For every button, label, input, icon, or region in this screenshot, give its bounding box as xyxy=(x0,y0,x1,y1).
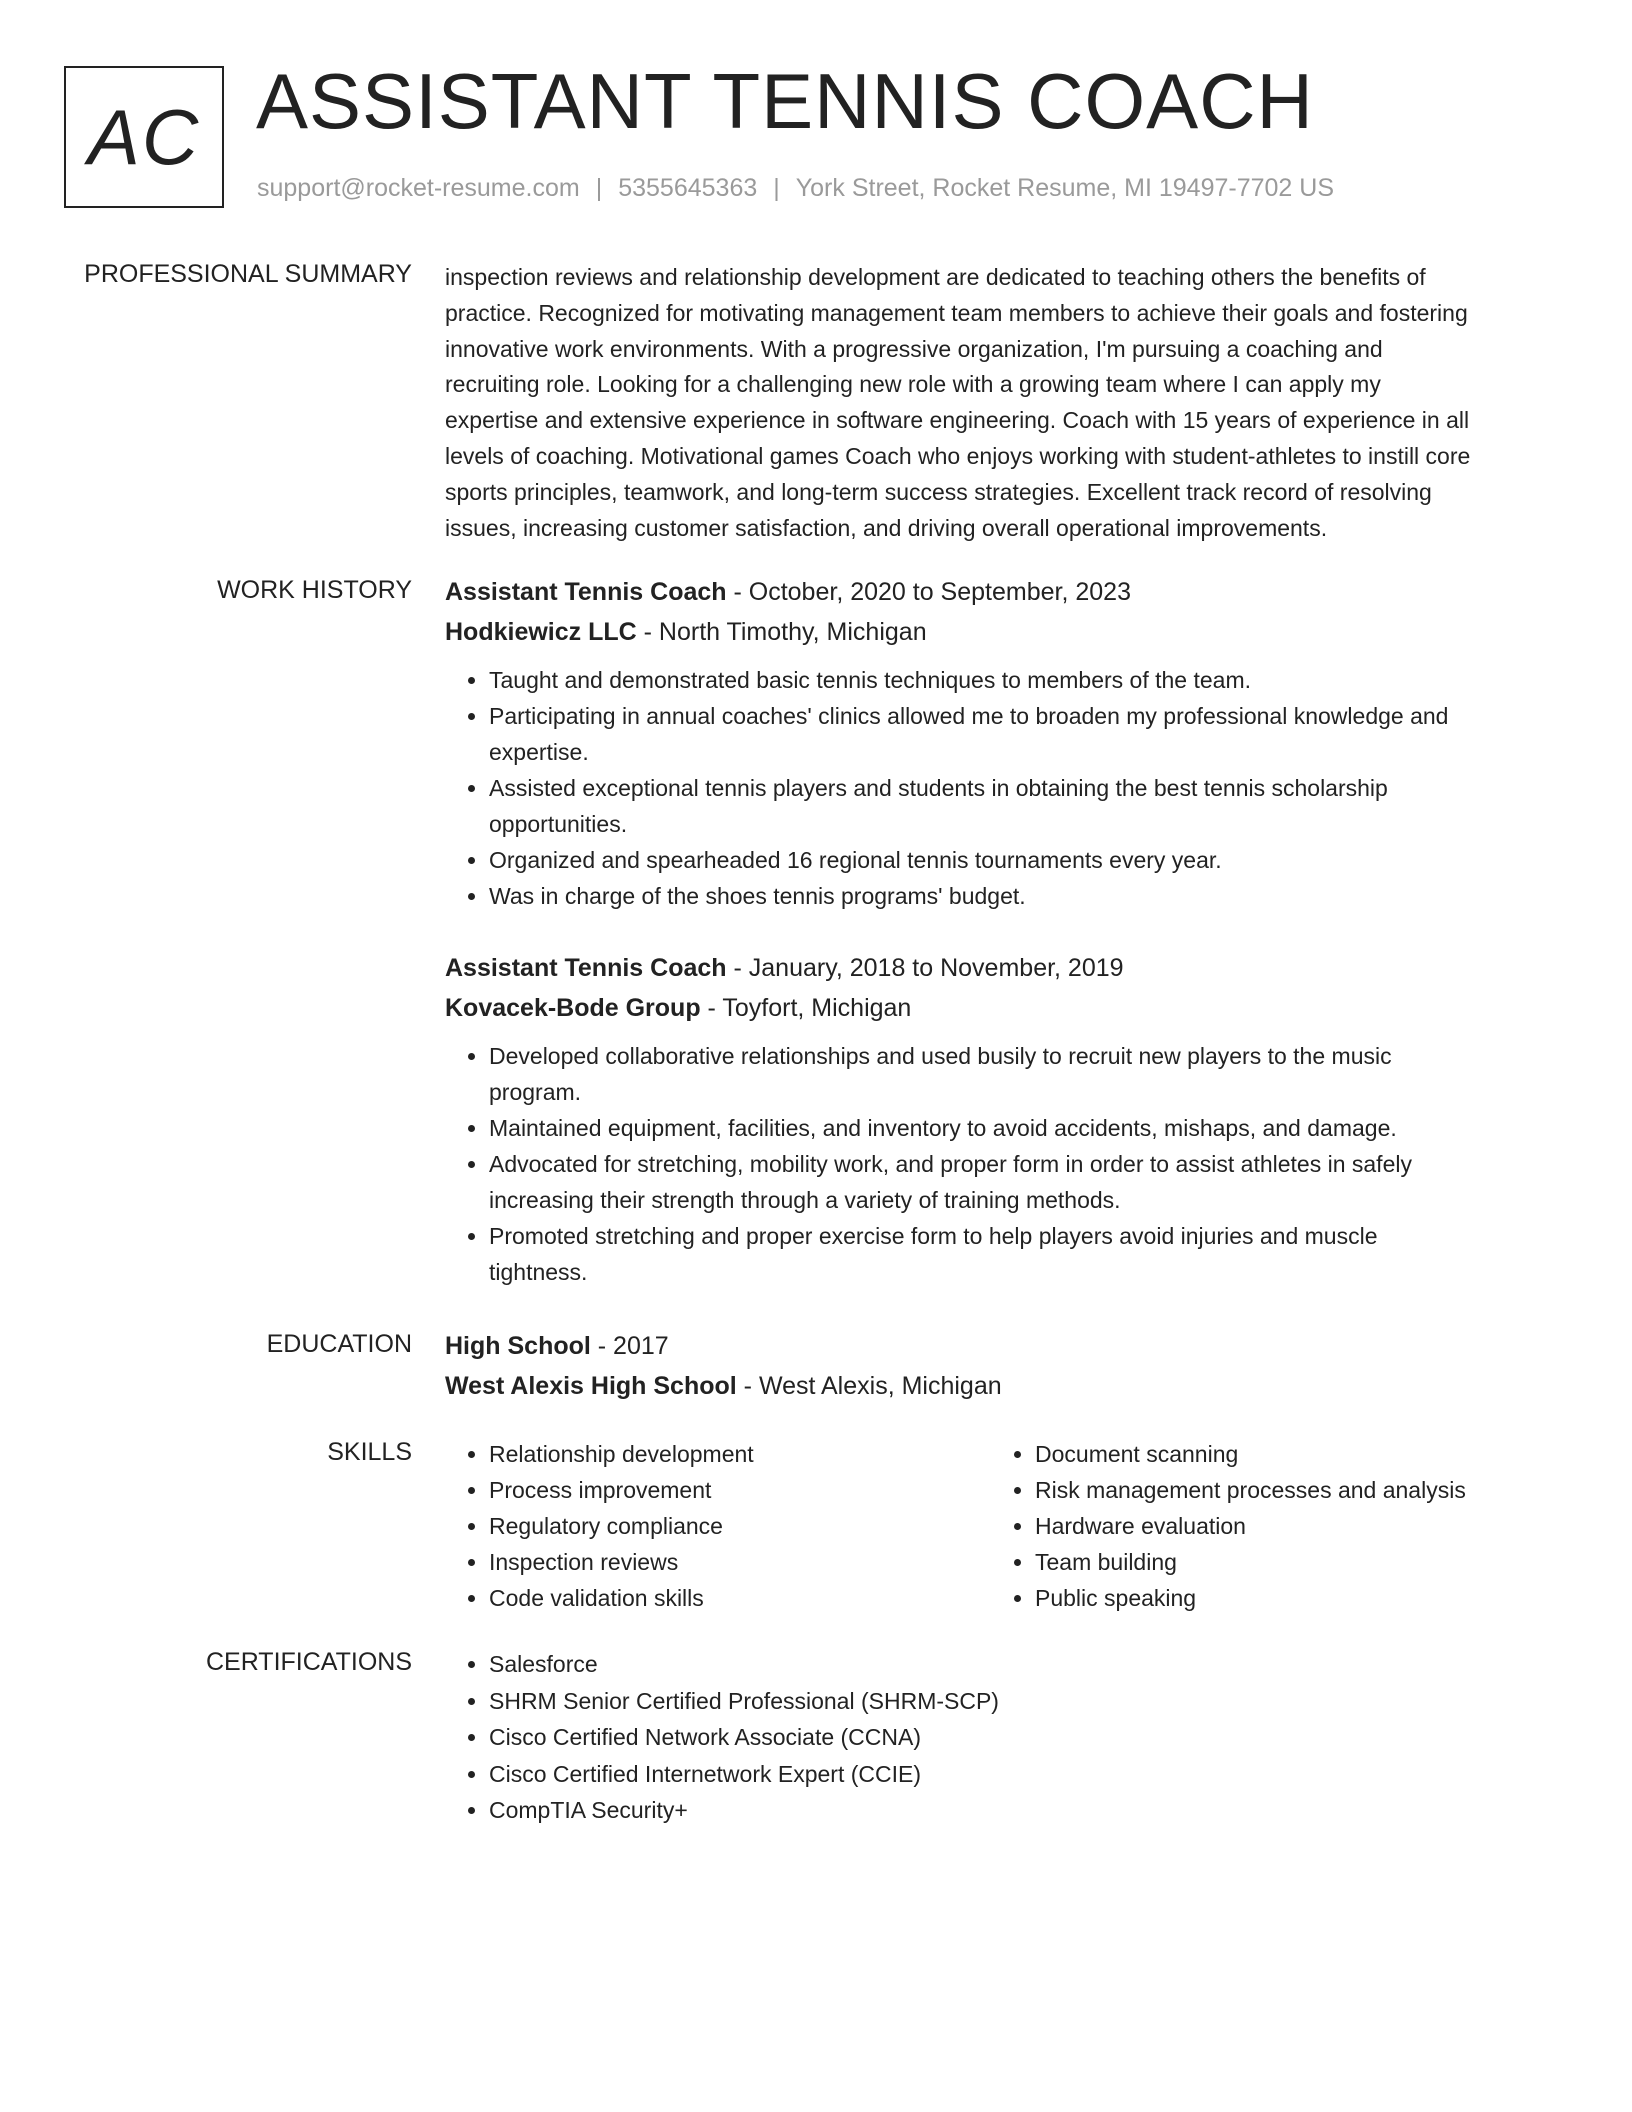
education-body xyxy=(445,1326,1565,1406)
skill-item: • Hardware evaluation xyxy=(1035,1508,1537,1544)
monogram-text: AC xyxy=(87,92,201,181)
section-heading-certifications: CERTIFICATIONS xyxy=(205,1648,412,1676)
certifications-list xyxy=(445,1646,1565,1829)
duty-item xyxy=(489,1038,1565,1110)
job-title-line xyxy=(445,572,1565,612)
duty-text: Developed collaborative relationships and used busily to recruit new players to the music xyxy=(489,1043,1392,1069)
duty-item xyxy=(489,770,1565,842)
skill-item: • Process improvement xyxy=(489,1472,991,1508)
skill-item: • Regulatory compliance xyxy=(489,1508,991,1544)
job-title: Assistant Tennis Coach xyxy=(445,578,727,606)
duty-text: Promoted stretching and proper exercise form to help players avoid injuries and muscle xyxy=(489,1223,1378,1249)
duty-text: tightness. xyxy=(489,1259,588,1285)
contact-separator: | xyxy=(773,174,780,202)
contact-line xyxy=(257,174,1334,203)
education-school-line xyxy=(445,1366,1565,1406)
duty-item xyxy=(489,1218,1565,1290)
skill-item: • Risk management processes and analysis xyxy=(1035,1472,1537,1508)
skill-item: • Code validation skills xyxy=(489,1580,991,1616)
certification-item: • Cisco Certified Internetwork Expert (CCIE) xyxy=(489,1756,1565,1793)
summary-line: issues, increasing customer satisfaction, and driving overall operational improvements. xyxy=(445,514,1328,541)
education-school: West Alexis High School xyxy=(445,1372,737,1400)
duty-text: Advocated for stretching, mobility work, and proper form in order to assist athletes in safely xyxy=(489,1151,1412,1177)
certifications-body xyxy=(445,1646,1565,1829)
summary-line: inspection reviews and relationship development are dedicated to teaching others the benefits of xyxy=(445,264,1426,290)
summary-line: recruiting role. Looking for a challenging new role with a growing team where I can apply my xyxy=(445,371,1381,398)
duty-text: Taught and demonstrated basic tennis techniques to members of the team. xyxy=(489,667,1251,693)
work-body xyxy=(445,572,1565,1324)
skills-list xyxy=(445,1436,991,1616)
job-location: - North Timothy, Michigan xyxy=(636,618,927,646)
summary-text xyxy=(445,260,1565,546)
job-dates: - January, 2018 to November, 2019 xyxy=(726,954,1124,982)
duty-text: Maintained equipment, facilities, and inventory to avoid accidents, mishaps, and damage. xyxy=(489,1115,1397,1141)
summary-line: innovative work environments. With a progressive organization, I'm pursuing a coaching and xyxy=(445,335,1383,362)
section-heading-skills: SKILLS xyxy=(327,1438,412,1466)
skill-item: • Team building xyxy=(1035,1544,1537,1580)
job-employer-line xyxy=(445,988,1565,1028)
duty-item xyxy=(489,1146,1565,1218)
certification-item: • SHRM Senior Certified Professional (SHRM-SCP) xyxy=(489,1683,1565,1720)
skill-item: • Document scanning xyxy=(1035,1436,1537,1472)
education-location: - West Alexis, Michigan xyxy=(736,1372,1002,1400)
summary-line: expertise and extensive experience in software engineering. Coach with 15 years of experience in all xyxy=(445,407,1470,434)
job-employer: Kovacek-Bode Group xyxy=(445,994,701,1022)
duty-text: Was in charge of the shoes tennis programs' budget. xyxy=(489,883,1026,909)
duty-text: Organized and spearheaded 16 regional tennis tournaments every year. xyxy=(489,847,1222,873)
skill-item: • Public speaking xyxy=(1035,1580,1537,1616)
duty-text: program. xyxy=(489,1079,582,1105)
monogram-badge xyxy=(64,66,224,208)
duty-item xyxy=(489,662,1565,698)
summary-line: levels of coaching. Motivational games Coach who enjoys working with student-athletes to instill core xyxy=(445,442,1471,469)
job-dates: - October, 2020 to September, 2023 xyxy=(726,578,1131,606)
education-year: - 2017 xyxy=(590,1332,669,1360)
skills-body xyxy=(445,1436,1565,1616)
duty-item xyxy=(489,878,1565,914)
duty-text: expertise. xyxy=(489,739,589,765)
duty-text: opportunities. xyxy=(489,811,628,837)
summary-line: practice. Recognized for motivating management team members to achieve their goals and fostering xyxy=(445,299,1468,326)
duty-text: increasing their strength through a variety of training methods. xyxy=(489,1187,1121,1213)
skills-grid xyxy=(445,1436,1565,1616)
skill-item: • Inspection reviews xyxy=(489,1544,991,1580)
section-heading-summary: PROFESSIONAL SUMMARY xyxy=(84,260,412,288)
certification-item: • Cisco Certified Network Associate (CCNA) xyxy=(489,1719,1565,1756)
contact-address: York Street, Rocket Resume, MI 19497-7702 US xyxy=(795,174,1334,202)
job-duties xyxy=(445,1038,1565,1290)
skills-list xyxy=(991,1436,1537,1616)
job-location: - Toyfort, Michigan xyxy=(700,994,912,1022)
contact-email: support@rocket-resume.com xyxy=(257,174,580,202)
skill-item: • Relationship development xyxy=(489,1436,991,1472)
contact-phone: 5355645363 xyxy=(618,174,758,202)
job-title-line xyxy=(445,948,1565,988)
summary-body xyxy=(445,260,1565,546)
section-heading-education: EDUCATION xyxy=(266,1330,412,1358)
education-degree: High School xyxy=(445,1332,591,1360)
duty-text: Assisted exceptional tennis players and students in obtaining the best tennis scholarship xyxy=(489,775,1388,801)
job-duties xyxy=(445,662,1565,914)
job-title: Assistant Tennis Coach xyxy=(445,954,727,982)
duty-item xyxy=(489,1110,1565,1146)
duty-item xyxy=(489,698,1565,770)
job-employer-line xyxy=(445,612,1565,652)
skills-column-left xyxy=(445,1436,991,1616)
skills-column-right xyxy=(991,1436,1537,1616)
duty-item xyxy=(489,842,1565,878)
section-heading-work: WORK HISTORY xyxy=(217,576,412,604)
education-degree-line xyxy=(445,1326,1565,1366)
job-employer: Hodkiewicz LLC xyxy=(445,618,637,646)
job-entry xyxy=(445,948,1565,1290)
page-title: ASSISTANT TENNIS COACH xyxy=(256,57,1314,145)
certification-item: • Salesforce xyxy=(489,1646,1565,1683)
certification-item: • CompTIA Security+ xyxy=(489,1792,1565,1829)
summary-line: sports principles, teamwork, and long-term success strategies. Excellent track record of resolving xyxy=(445,478,1432,505)
job-entry xyxy=(445,572,1565,914)
duty-text: Participating in annual coaches' clinics allowed me to broaden my professional knowledge and xyxy=(489,703,1449,729)
contact-separator: | xyxy=(595,174,603,202)
